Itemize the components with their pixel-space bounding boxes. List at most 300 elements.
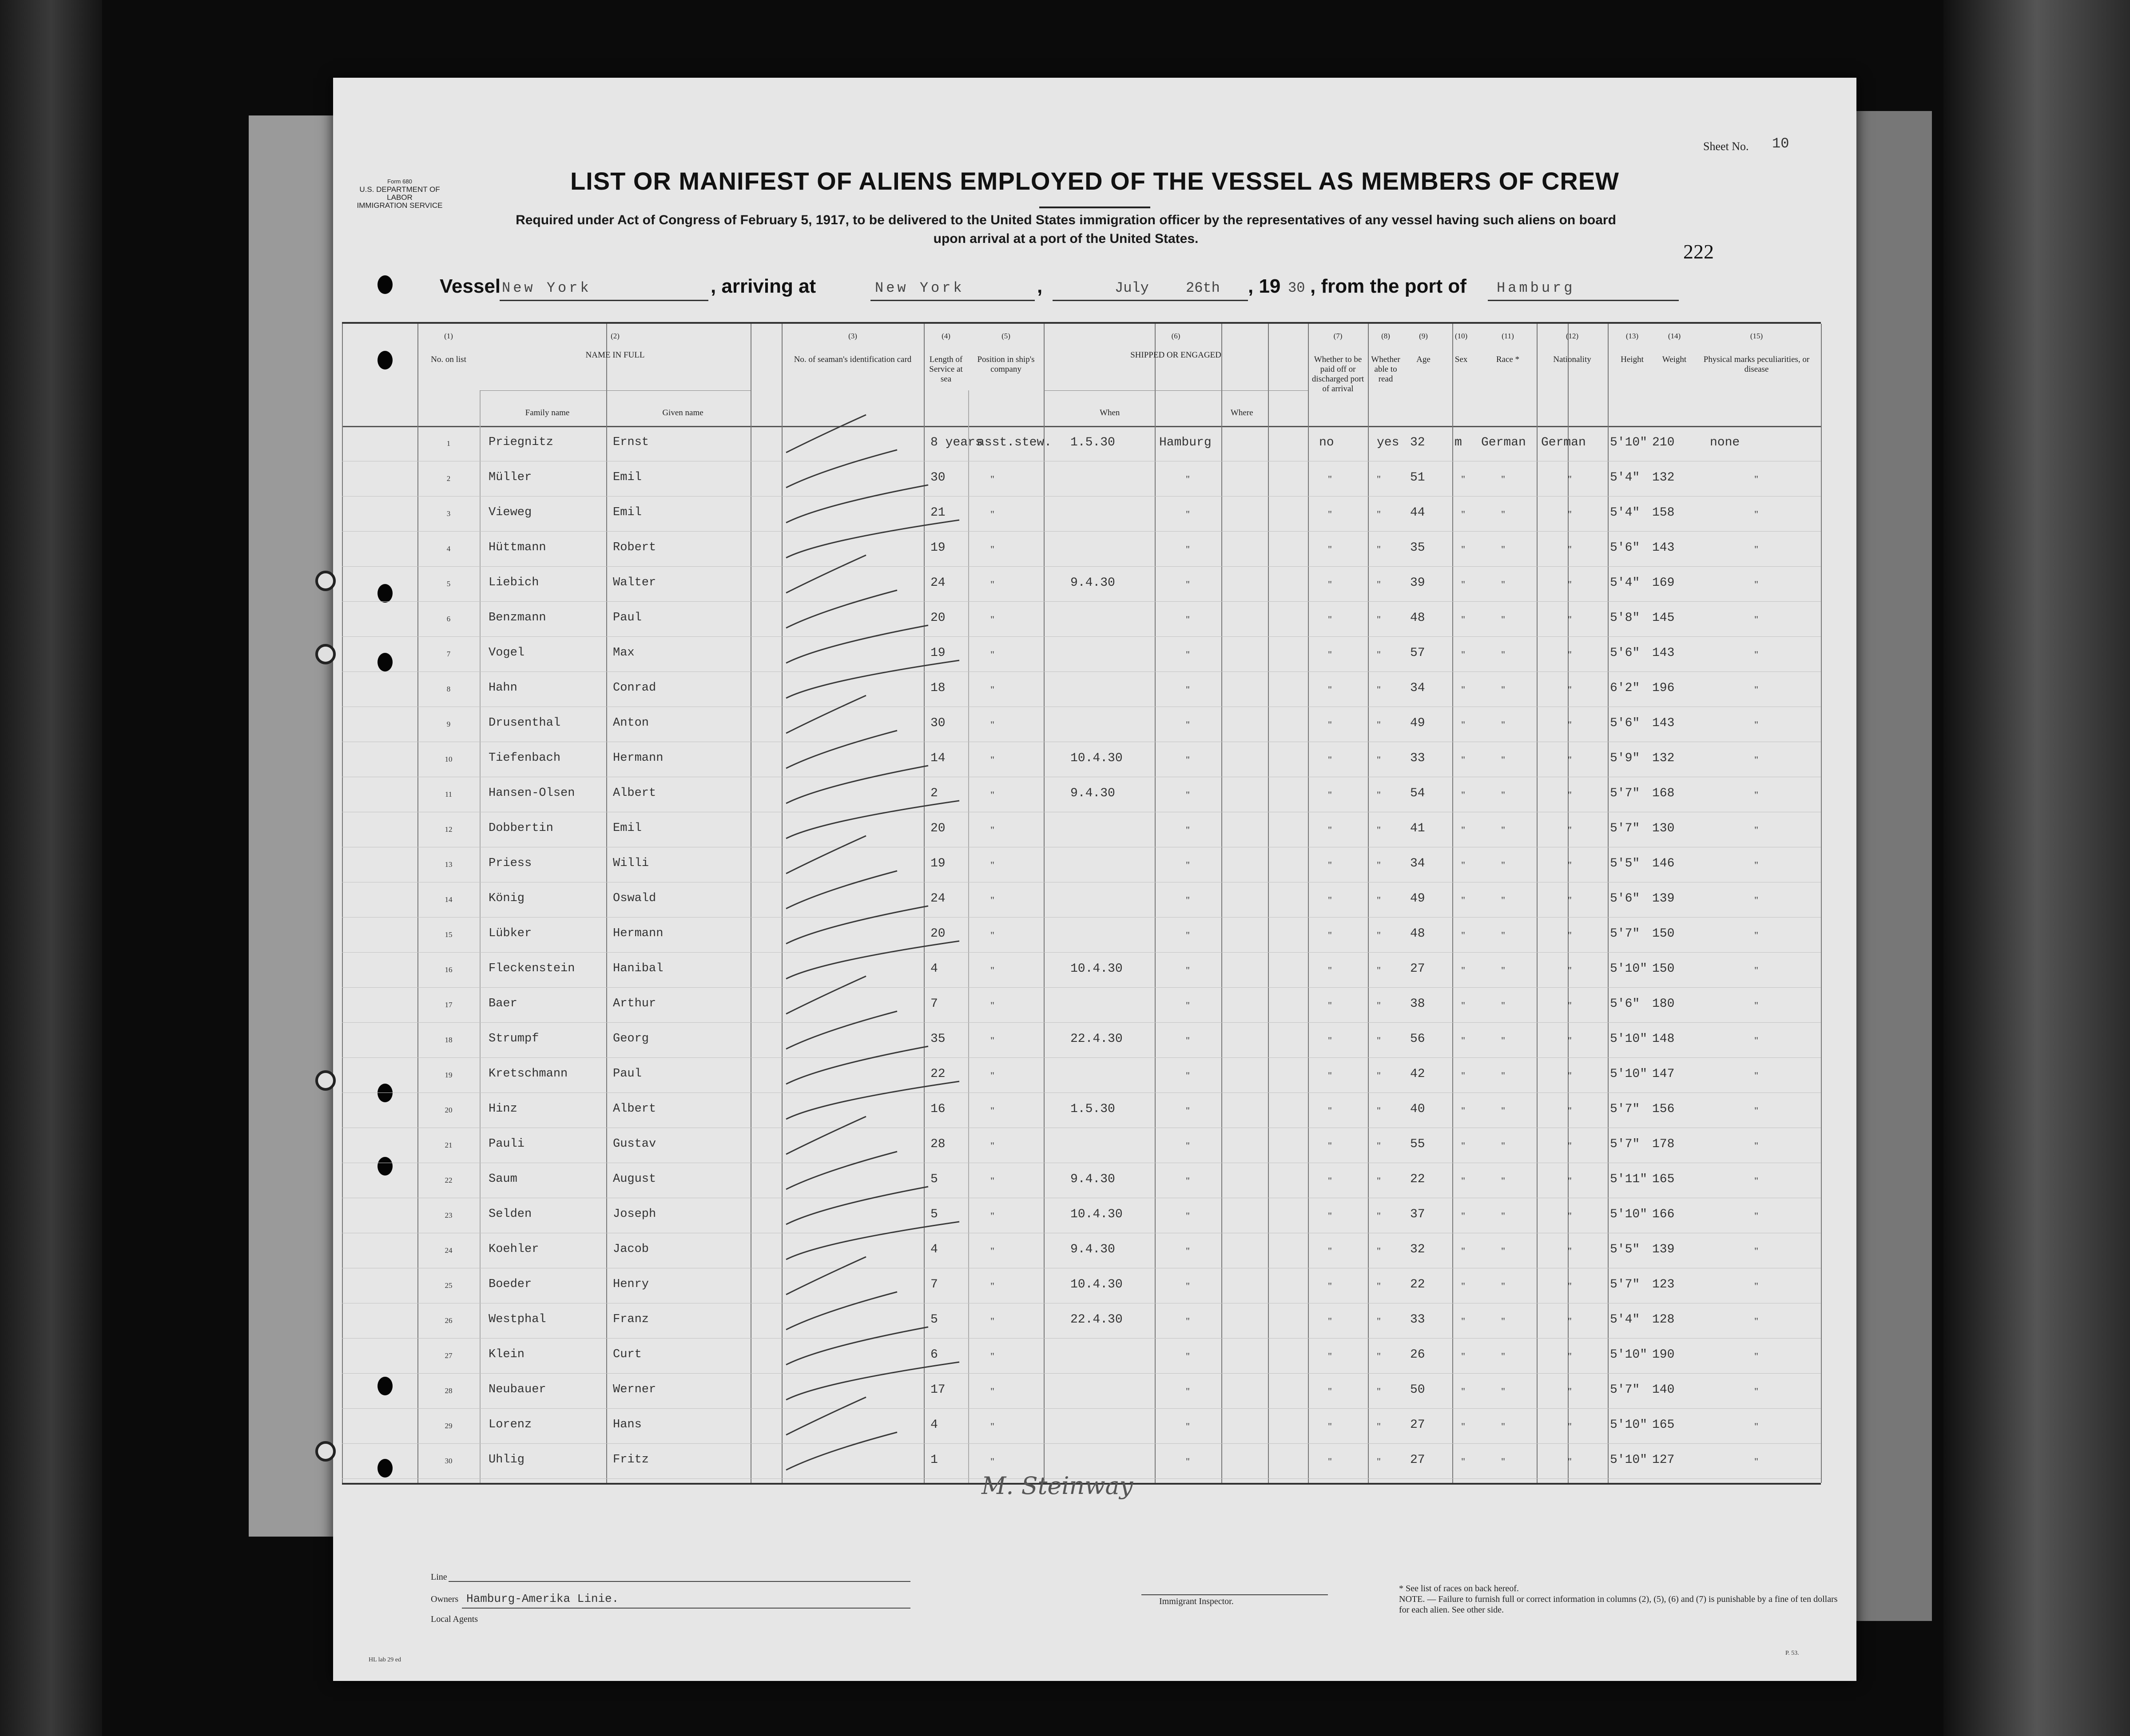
ditto-mark: " <box>1377 859 1381 870</box>
cell-height: 5'10" <box>1610 1453 1648 1467</box>
cell-no: 15 <box>445 930 453 939</box>
sheet-number-label: Sheet No. <box>1703 140 1749 153</box>
cell-family: Kretschmann <box>489 1067 568 1081</box>
ditto-mark: " <box>990 859 994 870</box>
cell-family: Dobbertin <box>489 822 553 835</box>
ditto-mark: " <box>1754 473 1758 485</box>
cell-family: Hahn <box>489 681 517 695</box>
cell-no: 2 <box>446 474 451 483</box>
ditto-mark: " <box>990 965 994 976</box>
cell-service: 7 <box>930 997 938 1011</box>
cell-service: 5 <box>930 1208 938 1221</box>
cell-service: 5 <box>930 1313 938 1327</box>
page-number: 222 <box>1683 240 1714 263</box>
cell-weight: 180 <box>1652 997 1675 1011</box>
column-number: (13) <box>1625 332 1639 340</box>
ditto-mark: " <box>1461 579 1465 590</box>
ditto-mark: " <box>990 684 994 695</box>
cell-when: 10.4.30 <box>1070 1278 1123 1291</box>
ditto-mark: " <box>1754 544 1758 555</box>
from-port: Hamburg <box>1497 280 1575 296</box>
ditto-mark: " <box>1568 684 1572 695</box>
ditto-mark: " <box>990 1386 994 1397</box>
underlying-sheet-left <box>249 115 333 1537</box>
cell-weight: 148 <box>1652 1032 1675 1046</box>
ditto-mark: " <box>1328 1175 1332 1186</box>
ditto-mark: " <box>1754 824 1758 835</box>
ditto-mark: " <box>1461 684 1465 695</box>
cell-age: 35 <box>1410 541 1425 555</box>
cell-weight: 166 <box>1652 1208 1675 1221</box>
cell-service: 17 <box>930 1383 946 1397</box>
cell-height: 5'5" <box>1610 857 1640 870</box>
underlying-sheet-right <box>1856 111 1932 1621</box>
cell-no: 19 <box>445 1071 453 1079</box>
cell-when: 10.4.30 <box>1070 751 1123 765</box>
ditto-mark: " <box>1568 1245 1572 1256</box>
ditto-mark: " <box>1377 1070 1381 1081</box>
ditto-mark: " <box>1754 1105 1758 1116</box>
cell-family: Pauli <box>489 1137 525 1151</box>
ditto-mark: " <box>1501 859 1505 870</box>
ditto-mark: " <box>1461 824 1465 835</box>
cell-height: 6'2" <box>1610 681 1640 695</box>
cell-given: Curt <box>613 1348 642 1361</box>
cell-no: 14 <box>445 895 453 904</box>
column-header: Whether to be paid off or discharged port of arrival <box>1311 355 1364 393</box>
table-row <box>342 1233 1821 1268</box>
ditto-mark: " <box>1186 1035 1190 1046</box>
column-header: Weight <box>1662 355 1687 364</box>
ditto-mark: " <box>1377 508 1381 520</box>
ditto-mark: " <box>990 544 994 555</box>
cell-given: Conrad <box>613 681 656 695</box>
cell-paid: no <box>1319 436 1334 449</box>
ditto-mark: " <box>1754 1175 1758 1186</box>
cell-nationality: German <box>1541 436 1586 449</box>
cell-no: 20 <box>445 1106 453 1114</box>
cell-no: 28 <box>445 1386 453 1395</box>
ditto-mark: " <box>1186 719 1190 730</box>
cell-age: 26 <box>1410 1348 1425 1362</box>
cell-when: 1.5.30 <box>1070 436 1115 449</box>
ditto-mark: " <box>1501 649 1505 660</box>
ditto-mark: " <box>1461 1315 1465 1327</box>
ditto-mark: " <box>1754 1070 1758 1081</box>
cell-given: Paul <box>613 611 642 624</box>
ditto-mark: " <box>1328 508 1332 520</box>
cell-weight: 143 <box>1652 716 1675 730</box>
ditto-mark: " <box>990 1070 994 1081</box>
cell-no: 8 <box>446 685 451 693</box>
punch-hole <box>315 644 336 664</box>
ditto-mark: " <box>1501 1070 1505 1081</box>
owners-label: Owners <box>431 1594 459 1604</box>
ditto-mark: " <box>1501 1386 1505 1397</box>
ditto-mark: " <box>1754 1000 1758 1011</box>
ditto-mark: " <box>1754 859 1758 870</box>
cell-marks: none <box>1710 436 1740 449</box>
ditto-mark: " <box>1377 473 1381 485</box>
ditto-mark: " <box>1186 614 1190 625</box>
cell-age: 27 <box>1410 962 1425 976</box>
cell-weight: 168 <box>1652 787 1675 800</box>
column-header: NAME IN FULL <box>585 350 645 360</box>
vessel-label: Vessel <box>440 275 501 297</box>
column-header: Height <box>1621 355 1644 364</box>
cell-weight: 156 <box>1652 1102 1675 1116</box>
date-month: July <box>1115 280 1149 296</box>
ditto-mark: " <box>1377 1386 1381 1397</box>
ditto-mark: " <box>1461 1000 1465 1011</box>
cell-height: 5'7" <box>1610 787 1640 800</box>
ditto-mark: " <box>1568 544 1572 555</box>
cell-service: 14 <box>930 751 946 765</box>
ditto-mark: " <box>1186 754 1190 765</box>
column-subheader: Given name <box>662 408 703 417</box>
punch-hole <box>315 571 336 591</box>
ditto-mark: " <box>1377 1280 1381 1291</box>
cell-given: Emil <box>613 471 642 484</box>
form-subtitle: Required under Act of Congress of February 5, 1917, to be delivered to the United States immigration officer by the representatives of any vessel having such aliens on board upon arrival at a port of the United States. <box>516 213 1616 246</box>
cell-age: 55 <box>1410 1137 1425 1151</box>
ditto-mark: " <box>1754 508 1758 520</box>
column-header: Physical marks peculiarities, or disease <box>1703 355 1810 374</box>
cell-height: 5'10" <box>1610 962 1648 976</box>
ditto-mark: " <box>1754 579 1758 590</box>
ditto-mark: " <box>1186 824 1190 835</box>
cell-no: 21 <box>445 1141 453 1149</box>
ditto-mark: " <box>1568 754 1572 765</box>
arriving-underline <box>870 300 1035 301</box>
ditto-mark: " <box>1568 1351 1572 1362</box>
ditto-mark: " <box>1568 1000 1572 1011</box>
cell-height: 5'10" <box>1610 1032 1648 1046</box>
cell-race: German <box>1481 436 1526 449</box>
cell-given: Hermann <box>613 927 664 940</box>
ditto-mark: " <box>1754 1456 1758 1467</box>
ditto-mark: " <box>1328 1351 1332 1362</box>
ditto-mark: " <box>1568 649 1572 660</box>
cell-read: yes <box>1377 436 1399 449</box>
cell-height: 5'6" <box>1610 997 1640 1011</box>
ditto-mark: " <box>1377 544 1381 555</box>
ditto-mark: " <box>1754 1386 1758 1397</box>
arriving-port: New York <box>875 280 965 296</box>
ditto-mark: " <box>1461 789 1465 800</box>
ditto-mark: " <box>1461 614 1465 625</box>
cell-age: 40 <box>1410 1102 1425 1116</box>
table-row <box>342 1057 1821 1092</box>
cell-given: Franz <box>613 1313 649 1326</box>
ditto-mark: " <box>1461 473 1465 485</box>
punch-hole <box>315 1441 336 1462</box>
ditto-mark: " <box>1328 579 1332 590</box>
ditto-mark: " <box>1501 930 1505 941</box>
ditto-mark: " <box>1568 930 1572 941</box>
subheader-rule <box>480 390 751 391</box>
cell-given: Robert <box>613 541 656 554</box>
ditto-mark: " <box>1328 1105 1332 1116</box>
ditto-mark: " <box>1501 1105 1505 1116</box>
cell-age: 34 <box>1410 681 1425 695</box>
cell-weight: 190 <box>1652 1348 1675 1362</box>
footer-note: * See list of races on back hereof. NOTE. — Failure to furnish full or correct information in columns (2), (5), (6) and (7) is punishable by a fine of ten dollars for each alien. See other side. <box>1399 1584 1838 1615</box>
ditto-mark: " <box>1328 1280 1332 1291</box>
cell-given: Willi <box>613 857 649 870</box>
year-prefix: , 19 <box>1248 275 1281 297</box>
column-header: SHIPPED OR ENGAGED <box>1130 350 1221 360</box>
cell-age: 33 <box>1410 751 1425 765</box>
ditto-mark: " <box>1377 824 1381 835</box>
ditto-mark: " <box>1186 859 1190 870</box>
ditto-mark: " <box>1568 1210 1572 1221</box>
ditto-mark: " <box>1501 1280 1505 1291</box>
ditto-mark: " <box>1501 719 1505 730</box>
cell-height: 5'4" <box>1610 471 1640 485</box>
cell-no: 3 <box>446 509 451 518</box>
ditto-mark: " <box>990 1140 994 1151</box>
inspector-label: Immigrant Inspector. <box>1159 1597 1234 1606</box>
ditto-mark: " <box>1328 1386 1332 1397</box>
cell-no: 29 <box>445 1422 453 1430</box>
ditto-mark: " <box>1328 684 1332 695</box>
ditto-mark: " <box>1754 894 1758 906</box>
cell-weight: 130 <box>1652 822 1675 835</box>
ditto-mark: " <box>1186 649 1190 660</box>
ditto-mark: " <box>1186 789 1190 800</box>
ditto-mark: " <box>1186 1140 1190 1151</box>
form-title: LIST OR MANIFEST OF ALIENS EMPLOYED OF THE VESSEL AS MEMBERS OF CREW <box>570 167 1620 195</box>
ditto-mark: " <box>1754 930 1758 941</box>
ditto-mark: " <box>1328 649 1332 660</box>
cell-weight: 143 <box>1652 541 1675 555</box>
ditto-mark: " <box>990 473 994 485</box>
ditto-mark: " <box>1377 1351 1381 1362</box>
ditto-mark: " <box>1501 965 1505 976</box>
cell-age: 51 <box>1410 471 1425 485</box>
arriving-label: , arriving at <box>711 275 816 297</box>
cell-height: 5'9" <box>1610 751 1640 765</box>
cell-weight: 150 <box>1652 927 1675 941</box>
ditto-mark: " <box>1461 1351 1465 1362</box>
cell-service: 7 <box>930 1278 938 1291</box>
ditto-mark: " <box>1568 1456 1572 1467</box>
inspector-underline <box>1141 1594 1328 1595</box>
column-header: Position in ship's company <box>977 355 1035 374</box>
cell-service: 4 <box>930 1243 938 1256</box>
ditto-mark: " <box>1186 508 1190 520</box>
ditto-mark: " <box>1754 649 1758 660</box>
cell-given: Anton <box>613 716 649 730</box>
table-row <box>342 531 1821 566</box>
column-header: Age <box>1416 355 1431 364</box>
cell-age: 27 <box>1410 1453 1425 1467</box>
ditto-mark: " <box>990 1210 994 1221</box>
ditto-mark: " <box>1568 1315 1572 1327</box>
cell-no: 13 <box>445 860 453 869</box>
line-label: Line <box>431 1572 447 1582</box>
cell-height: 5'10" <box>1610 1348 1648 1362</box>
column-number: (9) <box>1419 332 1428 340</box>
ditto-mark: " <box>1461 1035 1465 1046</box>
ditto-mark: " <box>990 1351 994 1362</box>
ditto-mark: " <box>1568 1140 1572 1151</box>
ditto-mark: " <box>1501 754 1505 765</box>
cell-no: 7 <box>446 650 451 658</box>
table-row <box>342 601 1821 636</box>
cell-family: Priess <box>489 857 532 870</box>
cell-when: 1.5.30 <box>1070 1102 1115 1116</box>
binder-dot <box>378 275 393 294</box>
ditto-mark: " <box>990 1000 994 1011</box>
cell-no: 27 <box>445 1351 453 1360</box>
column-header: No. of seaman's identification card <box>794 355 912 364</box>
ditto-mark: " <box>1186 894 1190 906</box>
column-subheader: Family name <box>525 408 570 417</box>
cell-age: 33 <box>1410 1313 1425 1327</box>
ditto-mark: " <box>1501 1035 1505 1046</box>
ditto-mark: " <box>1377 1315 1381 1327</box>
ditto-mark: " <box>1377 1245 1381 1256</box>
ditto-mark: " <box>1568 508 1572 520</box>
ditto-mark: " <box>1328 789 1332 800</box>
cell-age: 27 <box>1410 1418 1425 1432</box>
table-row <box>342 1443 1821 1478</box>
cell-family: Hüttmann <box>489 541 546 554</box>
cell-no: 30 <box>445 1457 453 1465</box>
table-row <box>342 777 1821 812</box>
ditto-mark: " <box>1377 1105 1381 1116</box>
page-code: P. 53. <box>1785 1650 1799 1657</box>
cell-given: Paul <box>613 1067 642 1081</box>
ditto-mark: " <box>1328 965 1332 976</box>
cell-given: Georg <box>613 1032 649 1045</box>
cell-age: 38 <box>1410 997 1425 1011</box>
cell-weight: 150 <box>1652 962 1675 976</box>
table-row <box>342 461 1821 496</box>
table-row <box>342 917 1821 952</box>
cell-weight: 145 <box>1652 611 1675 625</box>
cell-no: 12 <box>445 825 453 834</box>
cell-given: Werner <box>613 1383 656 1396</box>
from-port-label: , from the port of <box>1310 275 1466 297</box>
ditto-mark: " <box>1501 1351 1505 1362</box>
cell-height: 5'7" <box>1610 927 1640 941</box>
table-row <box>342 1128 1821 1163</box>
cell-service: 8 years <box>930 436 983 449</box>
cell-family: Vieweg <box>489 506 532 519</box>
ditto-mark: " <box>1461 1140 1465 1151</box>
cell-weight: 147 <box>1652 1067 1675 1081</box>
ditto-mark: " <box>1186 1386 1190 1397</box>
ditto-mark: " <box>1501 1175 1505 1186</box>
crew-manifest-table <box>342 322 1821 1500</box>
ditto-mark: " <box>1568 1386 1572 1397</box>
ditto-mark: " <box>990 1175 994 1186</box>
cell-height: 5'6" <box>1610 541 1640 555</box>
ditto-mark: " <box>1186 1070 1190 1081</box>
ditto-mark: " <box>1568 1175 1572 1186</box>
column-number: (14) <box>1668 332 1681 340</box>
cell-given: Emil <box>613 506 642 519</box>
table-row <box>342 636 1821 671</box>
cell-no: 23 <box>445 1211 453 1220</box>
ditto-mark: " <box>1328 1210 1332 1221</box>
cell-family: Saum <box>489 1172 517 1186</box>
column-header: Length of Service at sea <box>929 355 963 384</box>
column-number: (7) <box>1333 332 1343 340</box>
ditto-mark: " <box>1461 1105 1465 1116</box>
ditto-mark: " <box>990 894 994 906</box>
cell-no: 11 <box>445 790 453 798</box>
signature: M. Steinway <box>982 1472 1133 1500</box>
ditto-mark: " <box>1377 614 1381 625</box>
cell-weight: 146 <box>1652 857 1675 870</box>
cell-no: 16 <box>445 965 453 974</box>
ditto-mark: " <box>1568 473 1572 485</box>
cell-family: Hinz <box>489 1102 517 1116</box>
cell-age: 57 <box>1410 646 1425 660</box>
table-row <box>342 1268 1821 1303</box>
ditto-mark: " <box>1186 1105 1190 1116</box>
cell-age: 50 <box>1410 1383 1425 1397</box>
cell-family: Boeder <box>489 1278 532 1291</box>
cell-given: Hermann <box>613 751 664 765</box>
cell-weight: 143 <box>1652 646 1675 660</box>
cell-family: König <box>489 892 525 905</box>
ditto-mark: " <box>1501 894 1505 906</box>
ditto-mark: " <box>990 930 994 941</box>
cell-given: August <box>613 1172 656 1186</box>
cell-service: 5 <box>930 1172 938 1186</box>
ditto-mark: " <box>1568 1105 1572 1116</box>
cell-family: Vogel <box>489 646 525 659</box>
cell-weight: 139 <box>1652 892 1675 906</box>
ditto-mark: " <box>1186 579 1190 590</box>
cell-no: 5 <box>446 580 451 588</box>
ditto-mark: " <box>1186 1280 1190 1291</box>
ditto-mark: " <box>1461 649 1465 660</box>
ditto-mark: " <box>1377 930 1381 941</box>
cell-service: 19 <box>930 646 946 660</box>
ditto-mark: " <box>990 1315 994 1327</box>
column-header: Sex <box>1454 355 1468 364</box>
table-row <box>342 1303 1821 1338</box>
ditto-mark: " <box>1754 965 1758 976</box>
cell-given: Albert <box>613 787 656 800</box>
cell-service: 28 <box>930 1137 946 1151</box>
cell-no: 4 <box>446 544 451 553</box>
table-row <box>342 1022 1821 1057</box>
vessel-underline <box>500 300 708 301</box>
ditto-mark: " <box>1186 1351 1190 1362</box>
ditto-mark: " <box>990 508 994 520</box>
ditto-mark: " <box>1501 579 1505 590</box>
from-port-underline <box>1488 300 1679 301</box>
cell-age: 48 <box>1410 611 1425 625</box>
cell-service: 19 <box>930 857 946 870</box>
table-row <box>342 1338 1821 1373</box>
ditto-mark: " <box>1461 859 1465 870</box>
title-rule <box>1039 207 1150 208</box>
table-row <box>342 566 1821 601</box>
ditto-mark: " <box>1328 1421 1332 1432</box>
ditto-mark: " <box>1186 1456 1190 1467</box>
cell-service: 24 <box>930 892 946 906</box>
cell-no: 25 <box>445 1281 453 1290</box>
date-underline <box>1053 300 1248 301</box>
